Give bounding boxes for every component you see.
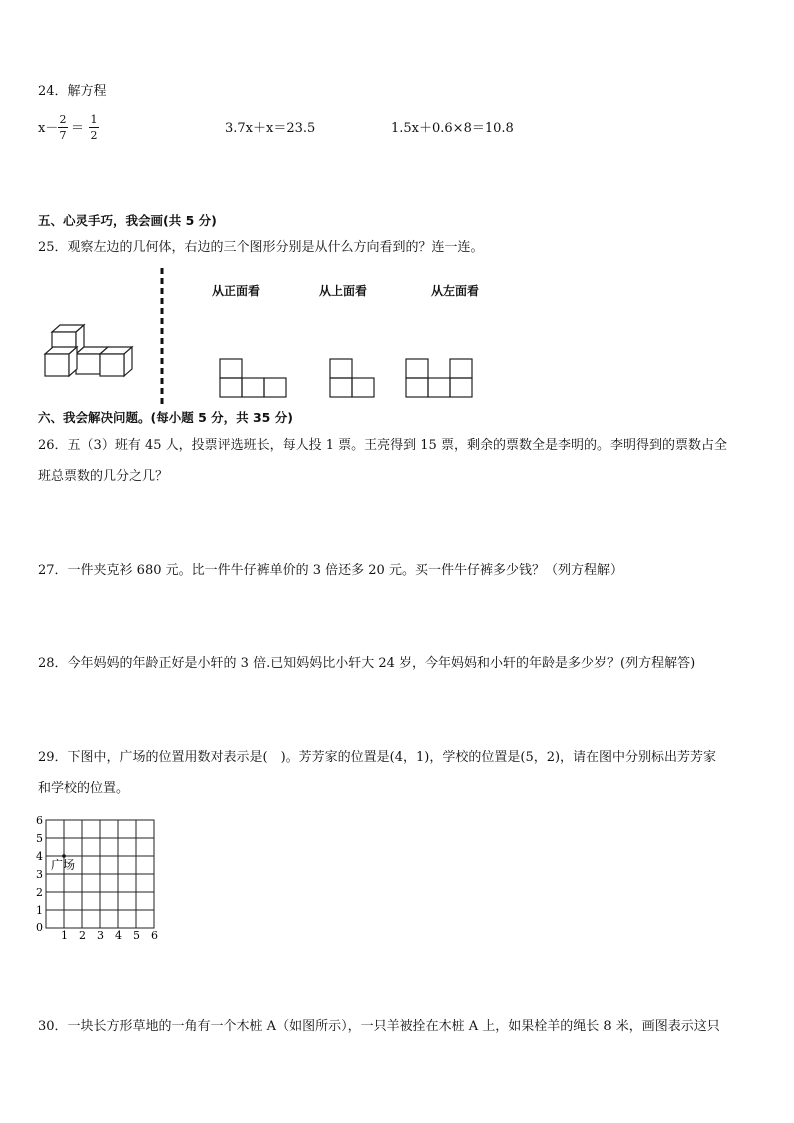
fraction-denominator: 7 (59, 129, 67, 142)
y-tick: 3 (36, 868, 43, 881)
q27-text: 27．一件夹克衫 680 元。比一件牛仔裤单价的 3 倍还多 20 元。买一件牛仔裤多少钱？（列方程解） (38, 563, 623, 578)
view-shape-front (219, 358, 289, 398)
x-tick: 2 (79, 929, 86, 942)
fraction-numerator: 2 (59, 113, 67, 126)
y-tick: 1 (36, 904, 43, 917)
fraction-denominator: 2 (90, 129, 98, 142)
q24-eq2: 3.7x＋x＝23.5 (225, 121, 316, 136)
x-tick: 1 (61, 929, 68, 942)
q29-line2: 和学校的位置。 (38, 781, 130, 796)
y-tick: 4 (36, 850, 43, 863)
x-tick: 4 (115, 929, 122, 942)
section5-heading: 五、心灵手巧，我会画(共 5 分) (38, 213, 217, 228)
q25-text: 25．观察左边的几何体，右边的三个图形分别是从什么方向看到的？连一连。 (38, 240, 484, 255)
q28-text: 28．今年妈妈的年龄正好是小轩的 3 倍.已知妈妈比小轩大 24 岁，今年妈妈和小轩的年龄是多少岁？(列方程解答) (38, 656, 696, 671)
fraction-bar (89, 127, 99, 128)
view-label-left: 从左面看 (431, 284, 480, 298)
fraction-bar (58, 127, 68, 128)
view-label-front: 从正面看 (212, 284, 261, 298)
y-tick: 2 (36, 886, 43, 899)
view-label-top: 从上面看 (319, 284, 368, 298)
q24-eq3: 1.5x＋0.6×8＝10.8 (391, 121, 514, 136)
geometric-solid-figure (42, 322, 142, 382)
view-shape-left (405, 358, 475, 398)
q24-eq1-equals: ＝ (71, 121, 85, 136)
y-tick: 6 (36, 814, 43, 827)
fraction-numerator: 1 (90, 113, 98, 126)
section6-heading: 六、我会解决问题。(每小题 5 分，共 35 分) (38, 410, 293, 425)
q26-line1: 26．五（3）班有 45 人，投票评选班长，每人投 1 票。王亮得到 15 票，剩余的票数全是李明的。李明得到的票数占全 (38, 438, 727, 453)
q26-line2: 班总票数的几分之几？ (38, 469, 169, 484)
q29-line1: 29．下图中，广场的位置用数对表示是( )。芳芳家的位置是(4，1)，学校的位置是(5，2)，请在图中分别标出芳芳家 (38, 750, 717, 765)
view-shape-top (329, 358, 379, 398)
coordinate-grid (34, 813, 164, 943)
q24-title: 24．解方程 (38, 84, 107, 99)
y-tick: 5 (36, 832, 43, 845)
dashed-divider (160, 268, 164, 408)
q24-eq1-fraction-left (58, 113, 68, 142)
x-tick: 6 (151, 929, 158, 942)
plaza-label: 广场 (51, 858, 76, 872)
q24-eq1-prefix: x－ (38, 121, 59, 136)
q24-eq1-fraction-right (89, 113, 99, 142)
q30-text: 30．一块长方形草地的一角有一个木桩 A（如图所示），一只羊被拴在木桩 A 上，如果栓羊的绳长 8 米，画图表示这只 (38, 1019, 720, 1034)
x-tick: 3 (97, 929, 104, 942)
x-tick: 5 (133, 929, 140, 942)
y-tick: 0 (36, 921, 43, 934)
